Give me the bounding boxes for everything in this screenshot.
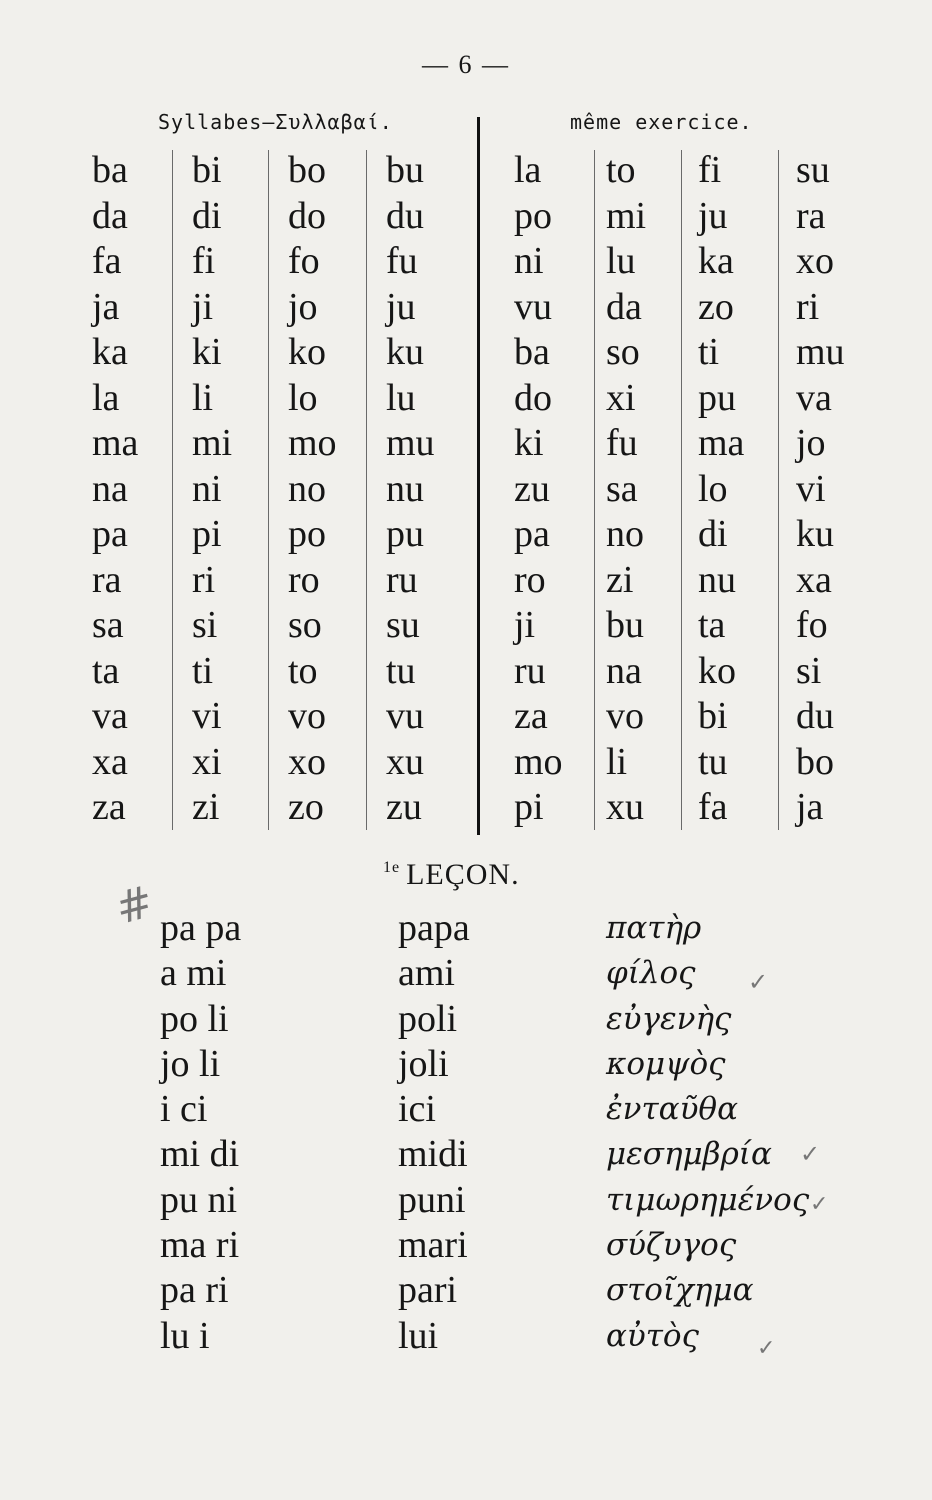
- syllable: ba: [92, 149, 128, 191]
- syllable: xo: [796, 240, 834, 282]
- lesson-greek-column: [606, 906, 809, 1359]
- greek-translation: αὐτὸς: [606, 1317, 699, 1354]
- syllable: na: [606, 649, 642, 692]
- syllable: zo: [288, 786, 324, 828]
- syllable: mi: [606, 194, 647, 237]
- syllable: da: [606, 285, 642, 328]
- french-word: pari: [398, 1269, 458, 1312]
- lesson-number: 1e: [383, 859, 401, 876]
- syllable: fa: [698, 786, 728, 828]
- lesson-title: [383, 858, 520, 892]
- syllable: xo: [288, 740, 326, 783]
- syllable: ru: [514, 649, 546, 692]
- syllable: ro: [514, 558, 546, 601]
- syllable: ka: [92, 331, 128, 373]
- syllable: si: [192, 604, 218, 646]
- syllable: nu: [386, 467, 424, 510]
- syllable-column: [192, 148, 302, 831]
- split-syllables: pa ri: [160, 1269, 229, 1312]
- lesson-split-column: [160, 906, 241, 1359]
- split-syllables: jo li: [160, 1042, 221, 1085]
- french-word: ami: [398, 952, 455, 995]
- syllable: ju: [386, 285, 416, 328]
- syllable: xi: [192, 740, 222, 783]
- syllable: za: [92, 786, 126, 828]
- syllable: la: [514, 149, 542, 191]
- syllable: tu: [698, 740, 728, 783]
- syllable-column: [698, 148, 808, 831]
- syllable: vu: [514, 285, 552, 328]
- greek-translation: μεσημβρία: [606, 1136, 772, 1173]
- check-mark-icon: ✓: [757, 1336, 776, 1361]
- syllable: do: [514, 376, 552, 419]
- header-same-exercise: même exercice.: [570, 110, 753, 134]
- syllable: di: [698, 513, 728, 555]
- check-mark-icon: ✓: [810, 1192, 829, 1217]
- syllable: ja: [92, 285, 120, 328]
- syllable: xi: [606, 376, 636, 419]
- syllable: su: [796, 149, 830, 191]
- syllable: ji: [514, 604, 536, 646]
- syllable: lu: [606, 240, 636, 282]
- lesson-title-text: LEÇON.: [406, 858, 520, 891]
- syllable: ro: [288, 558, 320, 601]
- syllable: to: [288, 649, 318, 692]
- syllable: xu: [606, 786, 644, 828]
- lesson-word-column: [398, 906, 470, 1359]
- syllable: ki: [192, 331, 222, 373]
- syllable: ri: [796, 285, 820, 328]
- syllable: so: [606, 331, 640, 373]
- syllable: ba: [514, 331, 550, 373]
- header-syllables: Syllabes—Συλλαβαί.: [158, 110, 393, 134]
- syllable: lo: [288, 376, 318, 419]
- greek-translation: σύζυγος: [606, 1227, 737, 1264]
- syllable: ra: [92, 558, 122, 601]
- syllable: du: [796, 695, 834, 737]
- syllable: zu: [386, 786, 422, 828]
- french-word: lui: [398, 1314, 439, 1357]
- syllable: bo: [796, 740, 834, 783]
- syllable: na: [92, 467, 128, 510]
- syllable: ra: [796, 194, 826, 237]
- syllable: za: [514, 695, 548, 737]
- syllable: fo: [796, 604, 828, 646]
- syllable: ka: [698, 240, 734, 282]
- syllable: pu: [386, 513, 424, 555]
- syllable: tu: [386, 649, 416, 692]
- french-word: mari: [398, 1224, 468, 1267]
- greek-translation: στοῖχημα: [606, 1272, 754, 1309]
- syllable: ja: [796, 786, 824, 828]
- syllable: pi: [514, 786, 544, 828]
- syllable: bi: [698, 695, 728, 737]
- greek-translation: τιμωρημένος: [606, 1181, 810, 1218]
- syllable: ma: [92, 422, 139, 464]
- syllable: ji: [192, 285, 214, 328]
- syllable: mo: [514, 740, 563, 783]
- syllable: bu: [386, 149, 424, 191]
- syllable: no: [606, 513, 644, 555]
- syllable: mu: [386, 422, 435, 464]
- syllable: xu: [386, 740, 424, 783]
- split-syllables: i ci: [160, 1088, 208, 1131]
- syllable: ti: [698, 331, 720, 373]
- split-syllables: lu i: [160, 1314, 210, 1357]
- syllable-column: [92, 148, 202, 831]
- syllable: ti: [192, 649, 214, 692]
- syllable: di: [192, 194, 222, 237]
- greek-translation: κομψὸς: [606, 1045, 726, 1082]
- syllable-column: [796, 148, 906, 831]
- syllable: vi: [796, 467, 826, 510]
- syllable: li: [606, 740, 628, 783]
- check-mark-icon: ✓: [748, 968, 769, 996]
- french-word: puni: [398, 1178, 466, 1221]
- split-syllables: pa pa: [160, 907, 242, 949]
- syllable: mu: [796, 331, 845, 373]
- syllable: ku: [386, 331, 424, 373]
- greek-translation: πατὴρ: [606, 910, 702, 946]
- syllable: sa: [606, 467, 638, 510]
- syllable: vo: [606, 695, 644, 737]
- syllable: pu: [698, 376, 736, 419]
- syllable: du: [386, 194, 424, 237]
- split-syllables: po li: [160, 997, 229, 1040]
- syllable: ko: [288, 331, 326, 373]
- syllable-column: [288, 148, 398, 831]
- syllable: fo: [288, 240, 320, 282]
- syllable: jo: [796, 422, 826, 464]
- syllable: xa: [92, 740, 128, 783]
- syllable: va: [796, 376, 832, 419]
- syllable: ri: [192, 558, 216, 601]
- syllable: va: [92, 695, 128, 737]
- syllable: vo: [288, 695, 326, 737]
- syllable: po: [288, 513, 326, 555]
- syllable: ju: [698, 194, 728, 237]
- syllable: ni: [192, 467, 222, 510]
- syllable: fu: [606, 422, 638, 464]
- syllable: ko: [698, 649, 736, 692]
- syllable: sa: [92, 604, 124, 646]
- syllable: no: [288, 467, 326, 510]
- syllable: fi: [698, 149, 722, 191]
- syllable: mo: [288, 422, 337, 464]
- syllable: vi: [192, 695, 222, 737]
- greek-translation: φίλος: [606, 955, 696, 992]
- syllable: pa: [92, 513, 128, 555]
- syllable: jo: [288, 285, 318, 328]
- split-syllables: pu ni: [160, 1178, 238, 1221]
- french-word: joli: [398, 1042, 449, 1085]
- split-syllables: mi di: [160, 1133, 240, 1176]
- syllable: pi: [192, 513, 222, 555]
- syllable: ni: [514, 240, 544, 282]
- french-word: midi: [398, 1133, 468, 1176]
- syllable: ru: [386, 558, 418, 601]
- syllable: li: [192, 376, 214, 419]
- syllable: xa: [796, 558, 832, 601]
- french-word: papa: [398, 907, 470, 949]
- syllable: bo: [288, 149, 326, 191]
- syllable: lu: [386, 376, 416, 419]
- syllable-column: [386, 148, 496, 831]
- syllable: lo: [698, 467, 728, 510]
- syllable: ta: [92, 649, 120, 692]
- syllable: fu: [386, 240, 418, 282]
- syllable: zu: [514, 467, 550, 510]
- syllable: bu: [606, 604, 644, 646]
- syllable: vu: [386, 695, 424, 737]
- syllable: nu: [698, 558, 736, 601]
- syllable: mi: [192, 422, 233, 464]
- page-number: — 6 —: [422, 50, 510, 79]
- syllable: ma: [698, 422, 745, 464]
- syllable: su: [386, 604, 420, 646]
- syllable: po: [514, 194, 552, 237]
- syllable: do: [288, 194, 326, 237]
- syllable: fa: [92, 240, 122, 282]
- french-word: poli: [398, 997, 458, 1040]
- syllable: zi: [606, 558, 634, 601]
- split-syllables: a mi: [160, 952, 227, 995]
- syllable: zo: [698, 285, 734, 328]
- split-syllables: ma ri: [160, 1224, 240, 1267]
- syllable: to: [606, 149, 636, 191]
- syllable: ki: [514, 422, 544, 464]
- syllable: so: [288, 604, 322, 646]
- syllable: la: [92, 376, 120, 419]
- syllable: da: [92, 194, 128, 237]
- margin-hash-mark: #: [110, 876, 159, 935]
- syllable: fi: [192, 240, 216, 282]
- greek-translation: ἐνταῦθα: [606, 1091, 739, 1128]
- syllable: pa: [514, 513, 550, 555]
- syllable: si: [796, 649, 822, 692]
- greek-translation: εὐγενὴς: [606, 1000, 732, 1037]
- check-mark-icon: ✓: [800, 1140, 821, 1168]
- syllable: ta: [698, 604, 726, 646]
- syllable: zi: [192, 786, 220, 828]
- syllable: bi: [192, 149, 222, 191]
- french-word: ici: [398, 1088, 436, 1131]
- syllable: ku: [796, 513, 834, 555]
